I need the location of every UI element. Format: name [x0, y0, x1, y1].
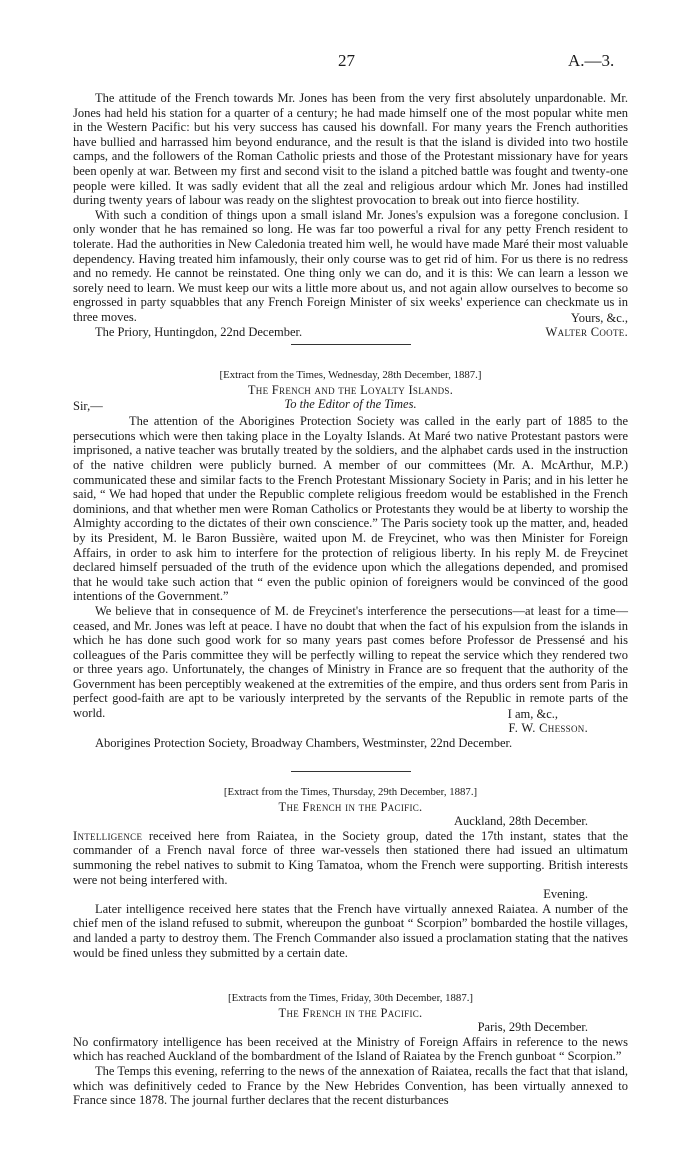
- extract2-title: The French in the Pacific.: [278, 799, 423, 814]
- extract3-source: [Extracts from the Times, Friday, 30th December, 1887.]: [227, 992, 474, 1004]
- rule-1-wrap: [73, 338, 628, 353]
- coote-closing: Yours, &c.,: [570, 310, 628, 325]
- extract1-signature: F. W. Chesson.: [508, 721, 588, 736]
- coote-signature: Walter Coote.: [545, 325, 628, 340]
- extract1-salutation: Sir,—: [73, 399, 103, 414]
- rule-2-wrap: [73, 765, 628, 780]
- extract1-source: [Extract from the Times, Wednesday, 28th December, 1887.]: [219, 369, 482, 381]
- extract-times-30-december: [73, 991, 628, 1108]
- extract2-dateline-2: Evening.: [543, 887, 588, 902]
- extract3-title: The French in the Pacific.: [278, 1005, 423, 1020]
- coote-place-date: The Priory, Huntingdon, 22nd December.: [95, 325, 303, 340]
- extract-times-29-december: [73, 785, 628, 960]
- section-divider: [291, 344, 411, 345]
- page-number: 27: [338, 51, 355, 70]
- extract2-paragraph-2: Later intelligence received here states that the French have virtually annexed Raiatea. A number of the chief men of the island refused to submit, whereupon the gunboat “ Scorpion” bombarded the hostile villages, and landed a party to destroy them. The French Commander also issued a proclamation stating that the natives would be fined unless they submitted by a certain date.: [73, 901, 628, 960]
- extract1-paragraph-1: The attention of the Aborigines Protection Society was called in the early part of 1885 to the persecutions which were then taking place in the Loyalty Islands. At Maré two native Protestant pastors were imprisoned, a native teacher was brutally treated by the soldiers, and the alphabet cards used in the instruction of the native children were publicly burned. A member of our committees (Mr. A. McArthur, M.P.) communicated these and similar facts to the French Protestant Missionary Society in Paris; and in his letter he said, “ We had hoped that under the Republic complete religious freedom would be established in the French dominions, and that whether men were Roman Catholics or Protestants they would be at liberty to worship the Almighty according to the dictates of their own conscience.” The Paris society took up the matter, and, headed by its President, M. le Baron Bussière, waited upon M. de Freycinet, who was then Minister for Foreign Affairs, in order to ask him to interfere for the protection of religious liberty. In his reply M. de Freycinet declared himself persuaded of the truth of the evidence upon which the allegations depended, and promised that he would take such action that “ even the public opinion of foreigners would be convinced of the good intentions of the Government.”: [73, 414, 628, 604]
- section-divider: [291, 771, 411, 772]
- extract2-source: [Extract from the Times, Thursday, 29th December, 1887.]: [223, 786, 478, 798]
- extract3-paragraph-1: No confirmatory intelligence has been received at the Ministry of Foreign Affairs in reference to the news which has reached Auckland of the bombardment of the Island of Raiatea by the French gunboat “ Scorpion.”: [73, 1034, 628, 1064]
- coote-paragraph-1: The attitude of the French towards Mr. Jones has been from the very first absolutely unpardonable. Mr. Jones had held his station for a quarter of a century; he had made himself one of the most popular white men in the Western Pacific: but his very success has caused his downfall. For many years the French authorities have bullied and harrassed him beyond endurance, and the result is that the island is divided into two hostile camps, and the followers of the Roman Catholic priests and those of the Protestant missionary have for years been openly at war. Between my first and second visit to the island a pitched battle was fought and twenty-one people were killed. It was sadly evident that all the zeal and religious ardour which Mr. Jones had instilled during twenty years of labour was ready on the slightest provocation to break out into fierce hostility.: [73, 91, 628, 208]
- extract2-lead: Intelligence: [73, 828, 143, 843]
- paper-reference: A.—3.: [568, 51, 615, 70]
- extract1-closing: I am, &c.,: [507, 706, 558, 721]
- extract-times-28-december: [73, 368, 628, 750]
- extract1-paragraph-2: We believe that in consequence of M. de Freycinet's interference the persecutions—at least for a time—ceased, and Mr. Jones was left at peace. I have no doubt that when the fact of his expulsion from the islands in which he has done such good work for so many years past comes before Professor de Pressensé and his colleagues of the Paris committee they will be perfectly willing to repeat the service which they rendered two or three years ago. Unfortunately, the changes of Ministry in France are so frequent that the authority of the Government has been perceptibly weakened at the extremities of the empire, and thus orders sent from Paris in perfect good-faith are apt to be variously interpreted by the servants of the Republic in remote parts of the world.: [73, 603, 628, 721]
- extract3-paragraph-2: The Temps this evening, referring to the news of the annexation of Raiatea, recalls the fact that that island, which was definitively ceded to France by the New Hebrides Convention, has been virtually annexed to France since 1878. The journal further declares that the recent disturbances: [73, 1063, 628, 1108]
- extract1-salutation-row: [73, 397, 628, 412]
- extract3-dateline: Paris, 29th December.: [477, 1020, 588, 1035]
- extract1-address: Aborigines Protection Society, Broadway Chambers, Westminster, 22nd December.: [95, 735, 513, 750]
- extract1-addressee: To the Editor of the Times.: [284, 397, 417, 412]
- extract2-dateline: Auckland, 28th December.: [454, 814, 588, 829]
- extract2-paragraph-1-text: received here from Raiatea, in the Society group, dated the 17th instant, states that the commander of a French naval force of three war-vessels then stationed there had issued an ultimatum summoning the rebel natives to submit to King Tamatoa, whom the French were supporting. British interests were not being interfered with.: [73, 828, 628, 887]
- extract2-paragraph-1: [73, 829, 628, 887]
- coote-paragraph-2: With such a condition of things upon a small island Mr. Jones's expulsion was a foregone conclusion. I only wonder that he has remained so long. He was far too powerful a rival for any petty French resident to tolerate. Had the authorities in New Caledonia treated him well, he would have made Maré their most valuable dependency. Having treated him infamously, their only course was to get rid of him. For us there is no redress and no remedy. He cannot be reinstated. One thing only we can do, and it is this: We can learn a lesson we sorely need to learn. We must keep our wits a little more about us, and not again allow ourselves to become so engrossed in party squabbles that any French Foreign Minister of six weeks' experience can checkmate us in three moves.: [73, 207, 628, 324]
- coote-letter: [73, 91, 628, 340]
- extract1-title: The French and the Loyalty Islands.: [247, 382, 454, 397]
- page-header: [0, 51, 700, 76]
